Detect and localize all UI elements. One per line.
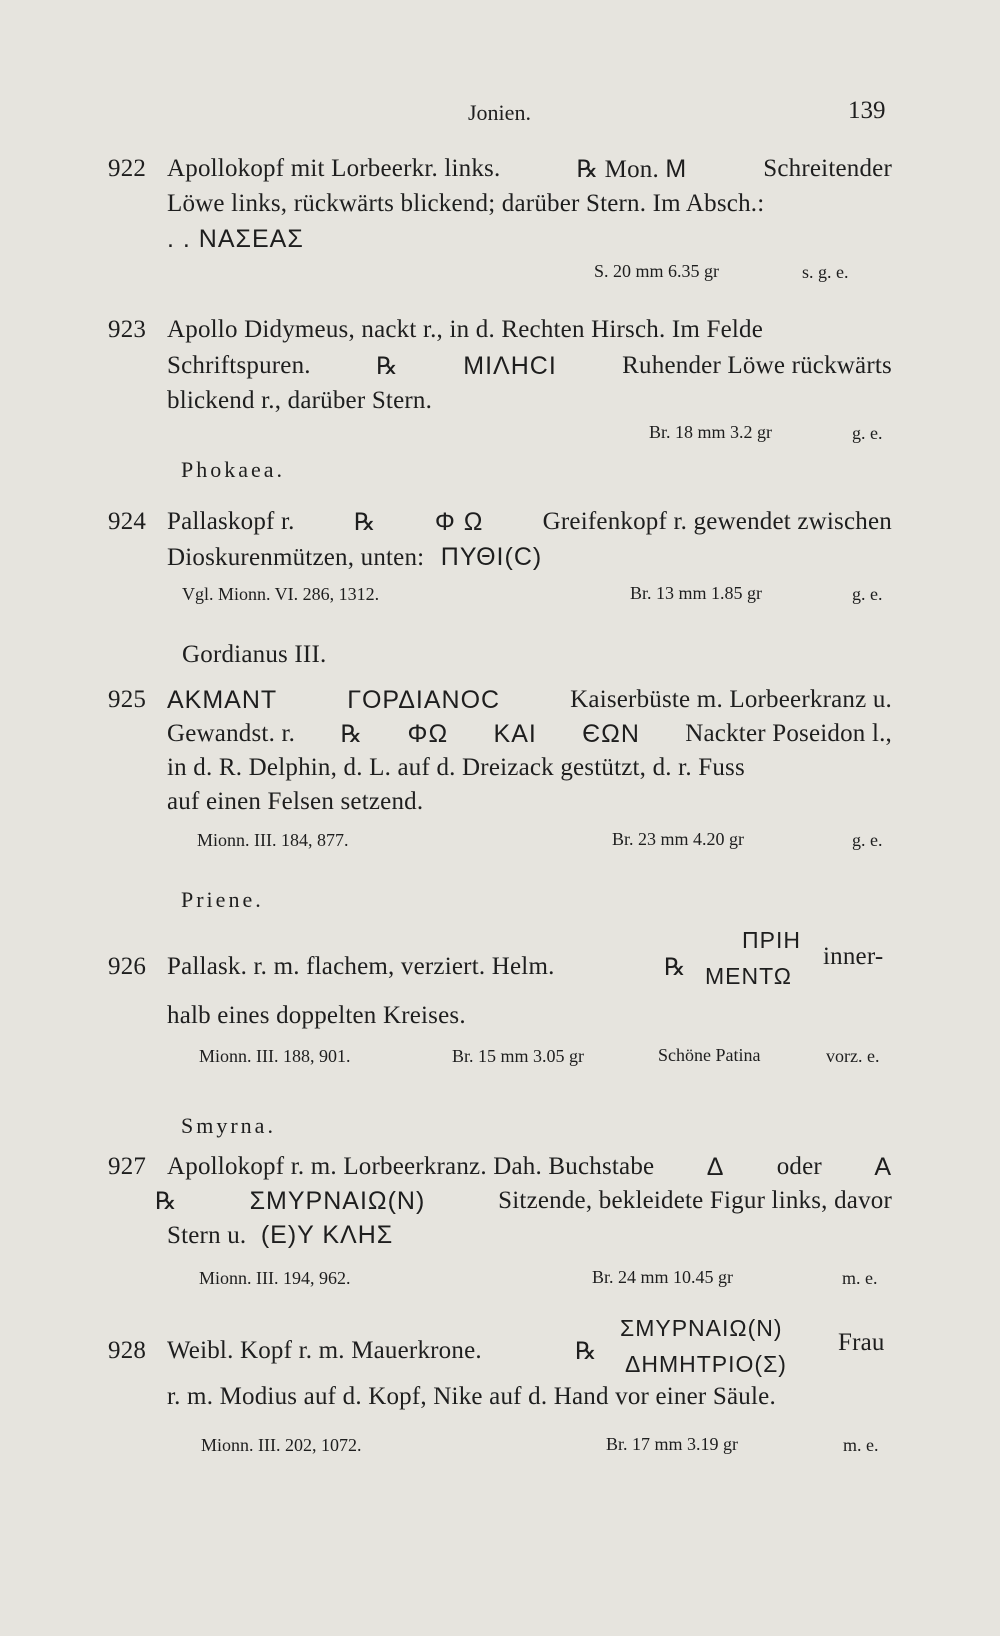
grade: g. e. — [852, 584, 883, 604]
section-heading: Gordianus III. — [182, 641, 327, 668]
entry-line: Löwe links, rückwärts blickend; darüber Stern. Im Absch.: — [167, 190, 765, 217]
section-heading: Phokaea. — [181, 457, 286, 482]
greek-inscription: ΦΩ — [407, 720, 449, 748]
grade: vorz. e. — [826, 1046, 880, 1066]
reference: Mionn. III. 194, 962. — [199, 1268, 351, 1288]
reference: Mionn. III. 202, 1072. — [201, 1435, 362, 1455]
entry-number: 924 — [108, 508, 147, 535]
entry-line: auf einen Felsen setzend. — [167, 788, 424, 815]
recipe-symbol: ℞ — [353, 510, 376, 536]
entry-line: Pallaskopf r. ℞ Φ Ω Greifenkopf r. gewendet zwischen — [167, 508, 892, 536]
entry-line: blickend r., darüber Stern. — [167, 387, 433, 414]
greek-inscription: ΠΥΘΙ(C) — [440, 543, 543, 571]
metrics: Br. 13 mm 1.85 gr — [630, 583, 763, 603]
entry-line: r. m. Modius auf d. Kopf, Nike auf d. Hand vor einer Säule. — [167, 1383, 776, 1410]
reference: Vgl. Mionn. VI. 286, 1312. — [182, 584, 380, 604]
greek-inscription: ΓΟΡΔΙΑΝΟC — [347, 686, 501, 714]
metrics: Br. 18 mm 3.2 gr — [649, 422, 773, 442]
entry-line: halb eines doppelten Kreises. — [167, 1002, 466, 1029]
metrics: Br. 24 mm 10.45 gr — [592, 1267, 734, 1287]
monogram: M — [665, 155, 688, 183]
entry-number: 923 — [108, 316, 147, 343]
entry-number: 925 — [108, 686, 147, 713]
recipe-symbol: ℞ — [575, 1339, 597, 1365]
entry-line: Pallask. r. m. flachem, verziert. Helm. — [167, 953, 555, 980]
greek-inscription: ΚΑΙ — [493, 720, 537, 748]
reverse-mark: ℞ Mon. M — [576, 155, 688, 183]
entry-number: 926 — [108, 953, 147, 980]
reference: Mionn. III. 184, 877. — [197, 830, 349, 850]
section-heading: Smyrna. — [181, 1113, 276, 1138]
greek-inscription: ΣΜΥΡΝΑΙΩ(Ν) — [249, 1187, 426, 1215]
section-heading: Priene. — [181, 887, 264, 912]
greek-inscription: ΜΙΛΗCΙ — [463, 352, 557, 380]
greek-inscription: . . ΝΑΣΕΑΣ — [167, 225, 304, 253]
metrics: Br. 23 mm 4.20 gr — [612, 829, 745, 849]
metrics: Br. 15 mm 3.05 gr — [452, 1046, 585, 1066]
entry-line: Frau — [838, 1329, 885, 1356]
entry-line: ℞ ΣΜΥΡΝΑΙΩ(Ν) Sitzende, bekleidete Figur links, davor — [155, 1187, 892, 1215]
recipe-symbol: ℞ — [664, 955, 686, 981]
greek-inscription: Φ Ω — [434, 508, 484, 536]
entry-line: ΑΚΜΑΝΤ ΓΟΡΔΙΑΝΟC Kaiserbüste m. Lorbeerkranz u. — [167, 686, 892, 714]
reference: Mionn. III. 188, 901. — [199, 1046, 351, 1066]
entry-line: Apollo Didymeus, nackt r., in d. Rechten Hirsch. Im Felde — [167, 316, 764, 343]
greek-inscription: ΜΕΝΤΩ — [705, 963, 792, 989]
entry-number: 922 — [108, 155, 147, 182]
metrics: S. 20 mm 6.35 gr — [594, 261, 720, 281]
entry-number: 928 — [108, 1337, 147, 1364]
entry-line: Gewandst. r. ℞ ΦΩ ΚΑΙ ЄΩΝ Nackter Poseidon l., — [167, 720, 892, 748]
running-title: Jonien. — [468, 100, 531, 125]
entry-line: Schriftspuren. ℞ ΜΙΛΗCΙ Ruhender Löwe rückwärts — [167, 352, 892, 380]
recipe-symbol: ℞ — [155, 1189, 177, 1215]
entry-line: Apollokopf r. m. Lorbeerkranz. Dah. Buchstabe Δ oder A — [167, 1153, 892, 1181]
entry-line: inner- — [823, 943, 884, 970]
greek-inscription: (Ε)Υ ΚΛΗΣ — [260, 1221, 394, 1249]
metrics: Br. 17 mm 3.19 gr — [606, 1434, 739, 1454]
recipe-symbol: ℞ — [376, 354, 398, 380]
grade: m. e. — [842, 1268, 878, 1288]
greek-inscription: ЄΩΝ — [582, 720, 640, 748]
greek-letter: Δ — [706, 1153, 725, 1181]
remark: Schöne Patina — [658, 1045, 761, 1065]
entry-number: 927 — [108, 1153, 147, 1180]
entry-line: Apollokopf mit Lorbeerkr. links. ℞ Mon. M Schreitender — [167, 155, 892, 183]
grade: m. e. — [843, 1435, 879, 1455]
page-number: 139 — [848, 97, 886, 124]
greek-letter: A — [874, 1153, 892, 1181]
grade: s. g. e. — [802, 262, 849, 282]
recipe-symbol: ℞ — [340, 722, 363, 748]
greek-inscription: ΑΚΜΑΝΤ — [167, 686, 278, 714]
entry-line: Stern u. (Ε)Υ ΚΛΗΣ — [167, 1221, 394, 1249]
grade: g. e. — [852, 423, 883, 443]
obverse-text: Apollokopf mit Lorbeerkr. links. — [167, 155, 501, 182]
entry-line: Weibl. Kopf r. m. Mauerkrone. — [167, 1337, 482, 1364]
greek-inscription: ΠΡΙΗ — [742, 927, 801, 953]
entry-line: in d. R. Delphin, d. L. auf d. Dreizack gestützt, d. r. Fuss — [167, 754, 745, 781]
recipe-symbol: ℞ — [576, 157, 599, 183]
greek-inscription: ΣΜΥΡΝΑΙΩ(Ν) — [620, 1315, 783, 1341]
grade: g. e. — [852, 830, 883, 850]
entry-line: Dioskurenmützen, unten: ΠΥΘΙ(C) — [167, 543, 543, 571]
greek-inscription: ΔΗΜΗΤΡΙΟ(Σ) — [625, 1351, 787, 1377]
